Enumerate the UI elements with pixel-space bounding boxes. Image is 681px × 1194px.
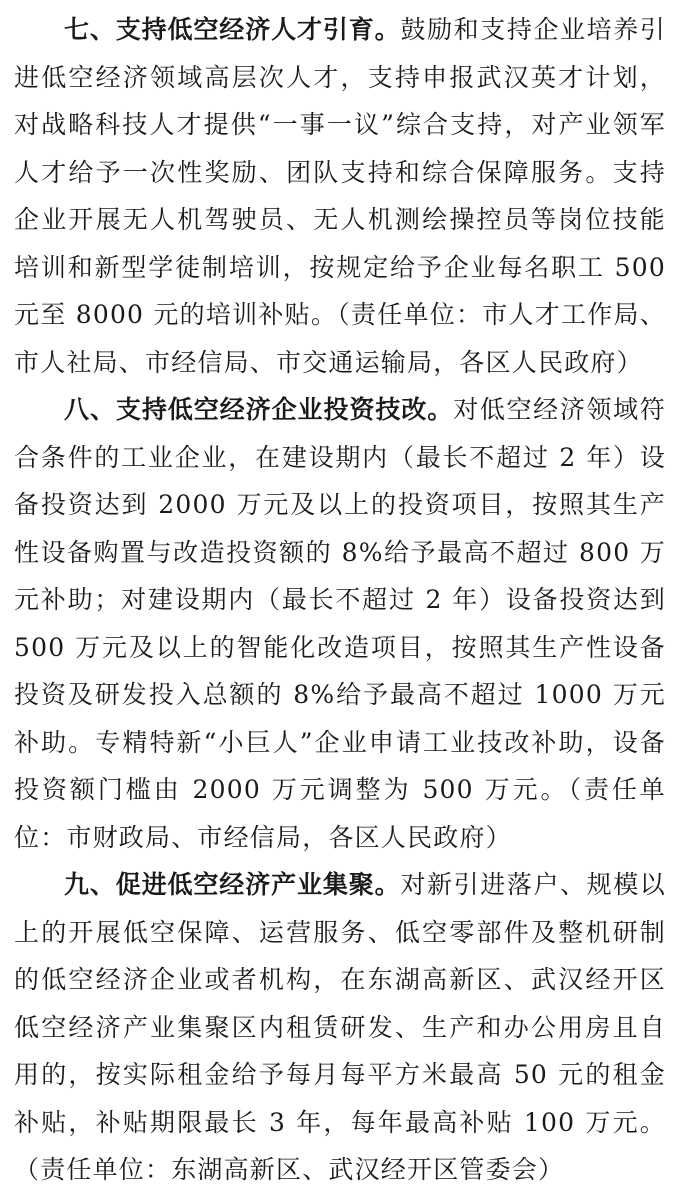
section-body: 鼓励和支持企业培养引进低空经济领域高层次人才，支持申报武汉英才计划，对战略科技人才提供“一事一议”综合支持，对产业领军人才给予一次性奖励、团队支持和综合保障服务。支持企业开展无人机驾驶员、无人机测绘操控员等岗位技能培训和新型学徒制培训，按规定给予企业每名职工 500 元至 8000 元的培训补贴。（责任单位：市人才工作局、市人社局、市经信局、市交通运输局，各区人民政府） xyxy=(14,15,666,377)
policy-section-7 xyxy=(14,6,666,386)
section-heading: 八、支持低空经济企业投资技改。 xyxy=(64,395,454,424)
policy-section-9 xyxy=(14,861,666,1194)
document-page xyxy=(14,6,666,1194)
section-heading: 七、支持低空经济人才引育。 xyxy=(64,15,401,44)
section-heading: 九、促进低空经济产业集聚。 xyxy=(64,870,401,899)
policy-section-8 xyxy=(14,386,666,861)
section-body: 对新引进落户、规模以上的开展低空保障、运营服务、低空零部件及整机研制的低空经济企业或者机构，在东湖高新区、武汉经开区低空经济产业集聚区内租赁研发、生产和办公用房且自用的，按实际租金给予每月每平方米最高 50 元的租金补贴，补贴期限最长 3 年，每年最高补贴 100 万元。（责任单位：东湖高新区、武汉经开区管委会） xyxy=(14,870,666,1184)
section-body: 对低空经济领域符合条件的工业企业，在建设期内（最长不超过 2 年）设备投资达到 2000 万元及以上的投资项目，按照其生产性设备购置与改造投资额的 8%给予最高不超过 800 万元补助；对建设期内（最长不超过 2 年）设备投资达到 500 万元及以上的智能化改造项目，按照其生产性设备投资及研发投入总额的 8%给予最高不超过 1000 万元补助。专精特新“小巨人”企业申请工业技改补助，设备投资额门槛由 2000 万元调整为 500 万元。（责任单位：市财政局、市经信局，各区人民政府） xyxy=(14,395,666,852)
